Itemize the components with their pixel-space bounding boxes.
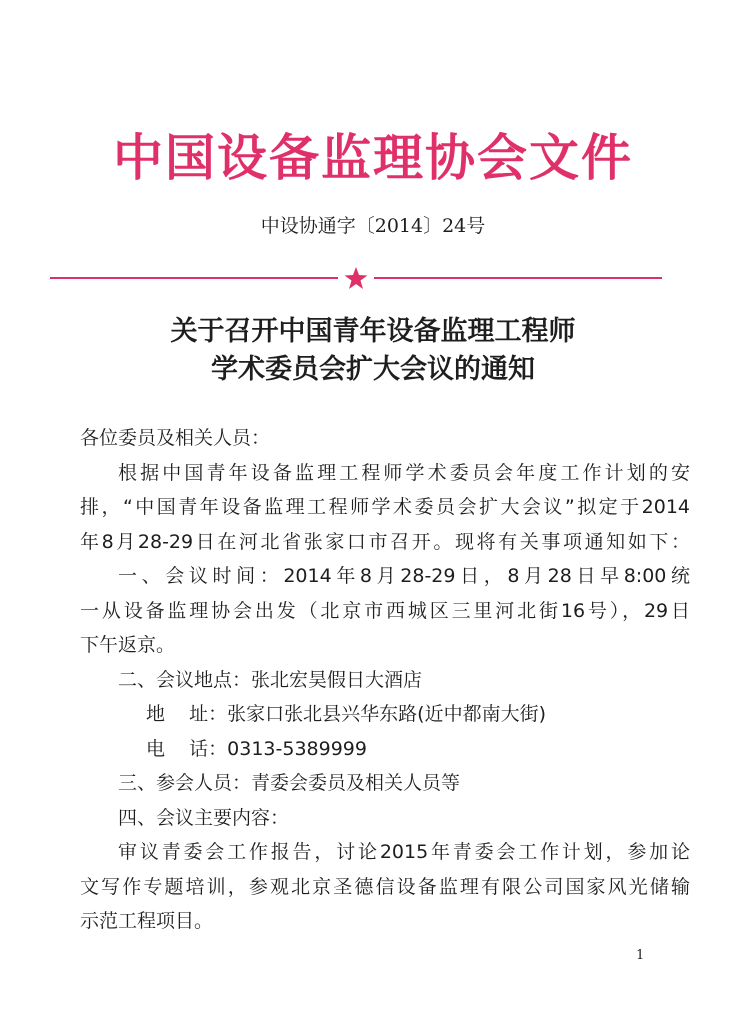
notice-title-line: 关于召开中国青年设备监理工程师 [170,316,576,347]
paragraph-line: 年8月28-29日在河北省张家口市召开。现将有关事项通知如下： [80,530,690,553]
document-number: 中设协通字〔2014〕24号 [260,215,486,237]
notice-title [0,313,746,389]
venue-item: 二、会议地点：张北宏昊假日大酒店 [118,668,423,691]
notice-body [80,421,690,939]
content-heading: 四、会议主要内容： [118,806,290,829]
paragraph-line: 审议青委会工作报告，讨论2015年青委会工作计划，参加论 [118,841,690,863]
attendees-item: 三、参会人员：青委会委员及相关人员等 [118,772,461,794]
paragraph-line: 排，“中国青年设备监理工程师学术委员会扩大会议”拟定于2014 [80,496,690,518]
paragraph-line: 示范工程项目。 [80,910,214,932]
paragraph-line: 根据中国青年设备监理工程师学术委员会年度工作计划的安 [118,461,690,484]
address-line: 地 址：张家口张北县兴华东路(近中都南大街) [146,703,546,725]
document-header-title: 中国设备监理协会文件 [113,129,633,187]
salutation: 各位委员及相关人员： [80,427,271,449]
page-number: 1 [636,948,645,963]
paragraph-line: 一、会议时间：2014年8月28-29日，8月28日早8:00统 [118,565,690,587]
header-divider [50,266,662,290]
phone-line: 电 话：0313-5389999 [146,737,367,760]
star-icon [345,267,368,289]
paragraph-line: 文写作专题培训，参观北京圣德信设备监理有限公司国家风光储输 [80,875,690,898]
paragraph-line: 下午返京。 [80,634,176,656]
paragraph-line: 一从设备监理协会出发（北京市西城区三里河北街16号），29日 [80,599,690,622]
notice-title-line: 学术委员会扩大会议的通知 [211,354,535,385]
